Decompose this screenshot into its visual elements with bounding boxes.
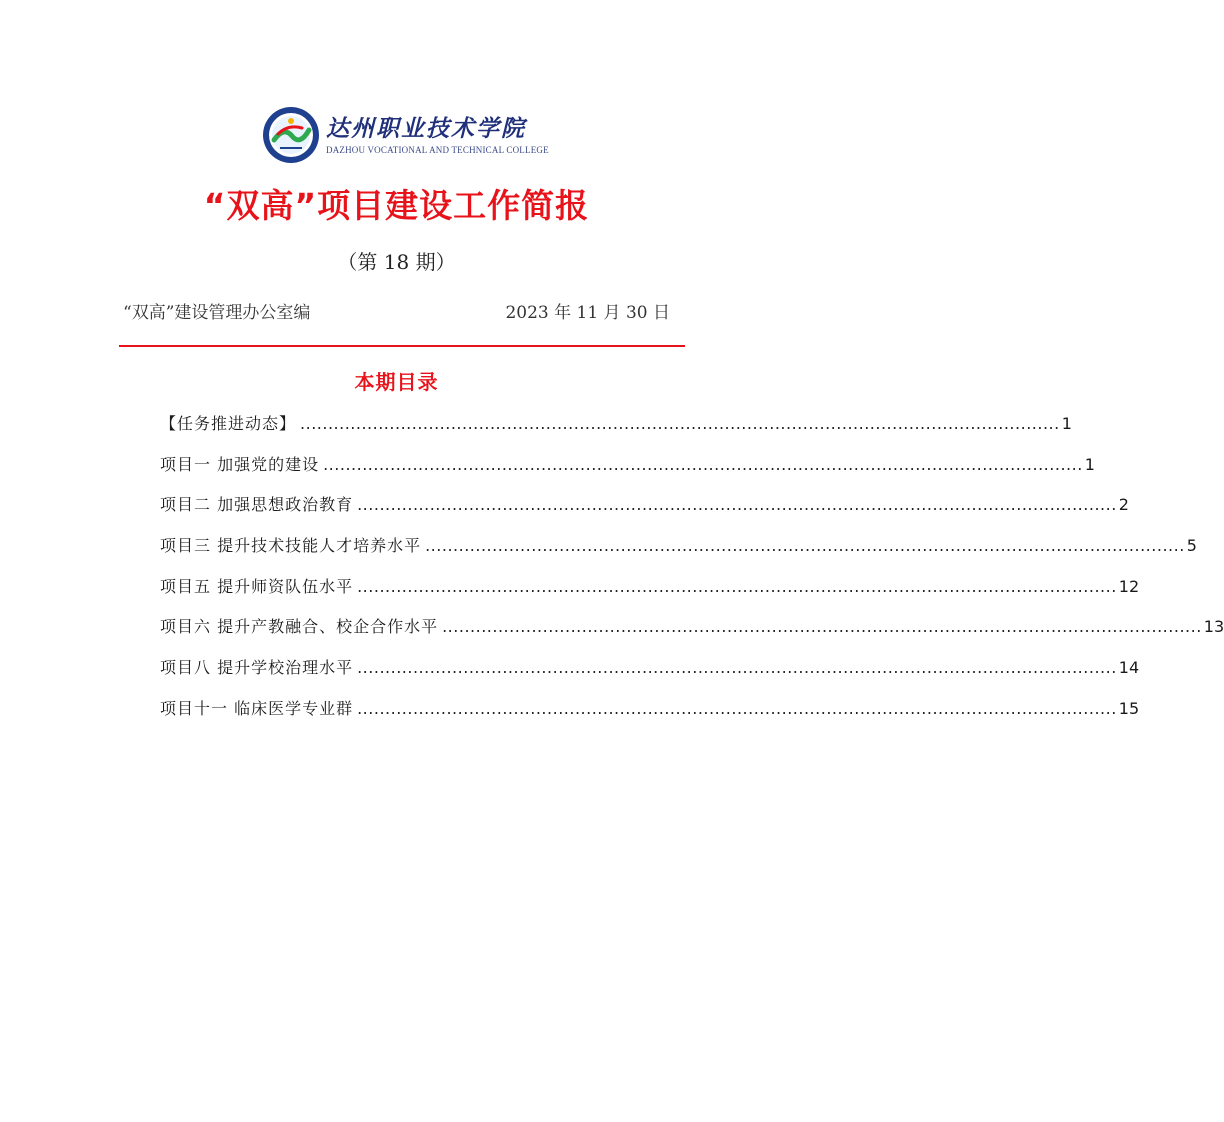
college-name-en: DAZHOU VOCATIONAL AND TECHNICAL COLLEGE — [326, 144, 549, 155]
toc-entry-label: 项目五 提升师资队伍水平 — [160, 576, 354, 596]
toc-entry[interactable] — [160, 526, 1197, 567]
toc-entry[interactable] — [160, 567, 1140, 608]
toc-entry-label: 【任务推进动态】 — [160, 414, 297, 433]
toc-entry-label: 项目十一 临床医学专业群 — [160, 698, 354, 718]
toc-entry-page: 2 — [1118, 495, 1129, 515]
toc-leader: ........................................................................................................................................ — [442, 617, 1202, 637]
college-emblem-icon — [262, 106, 320, 164]
toc-entry-label: 项目二 加强思想政治教育 — [160, 495, 354, 515]
toc-entry-label: 项目一 加强党的建设 — [160, 454, 320, 474]
toc-entry-page: 1 — [1084, 454, 1095, 474]
college-name-cn: 达州职业技术学院 — [326, 114, 526, 142]
toc-leader: ........................................................................................................................................ — [323, 454, 1083, 474]
toc-entry[interactable] — [160, 689, 1140, 730]
toc-heading: 本期目录 — [354, 370, 439, 394]
header-divider — [119, 345, 685, 347]
toc-leader: ........................................................................................................................................ — [425, 536, 1185, 556]
toc-entry-page: 15 — [1118, 698, 1140, 718]
toc-entry-page: 13 — [1203, 617, 1224, 637]
issue-number: （第 18 期） — [337, 250, 456, 274]
toc-leader: ........................................................................................................................................ — [357, 698, 1117, 718]
college-logo — [262, 106, 549, 164]
toc-entry-label: 项目三 提升技术技能人才培养水平 — [160, 536, 422, 556]
toc-leader: ........................................................................................................................................ — [300, 414, 1060, 433]
toc-leader: ........................................................................................................................................ — [357, 658, 1117, 678]
toc-entry[interactable] — [160, 648, 1140, 689]
toc-entry[interactable] — [160, 607, 1224, 648]
toc-entry[interactable] — [160, 404, 1072, 445]
toc-entry-page: 5 — [1186, 536, 1197, 556]
table-of-contents — [160, 404, 1224, 730]
toc-entry[interactable] — [160, 485, 1129, 526]
toc-entry-page: 14 — [1118, 658, 1140, 678]
toc-entry-label: 项目六 提升产教融合、校企合作水平 — [160, 617, 439, 637]
toc-entry-page: 12 — [1118, 576, 1140, 596]
publish-date: 2023 年 11 月 30 日 — [505, 303, 670, 323]
toc-entry[interactable] — [160, 445, 1095, 486]
editor-line: “双高”建设管理办公室编 — [123, 303, 311, 323]
toc-leader: ........................................................................................................................................ — [357, 495, 1117, 515]
toc-leader: ........................................................................................................................................ — [357, 576, 1117, 596]
toc-entry-label: 项目八 提升学校治理水平 — [160, 658, 354, 678]
toc-entry-page: 1 — [1061, 414, 1072, 433]
bulletin-title: “双高”项目建设工作简报 — [203, 186, 590, 225]
